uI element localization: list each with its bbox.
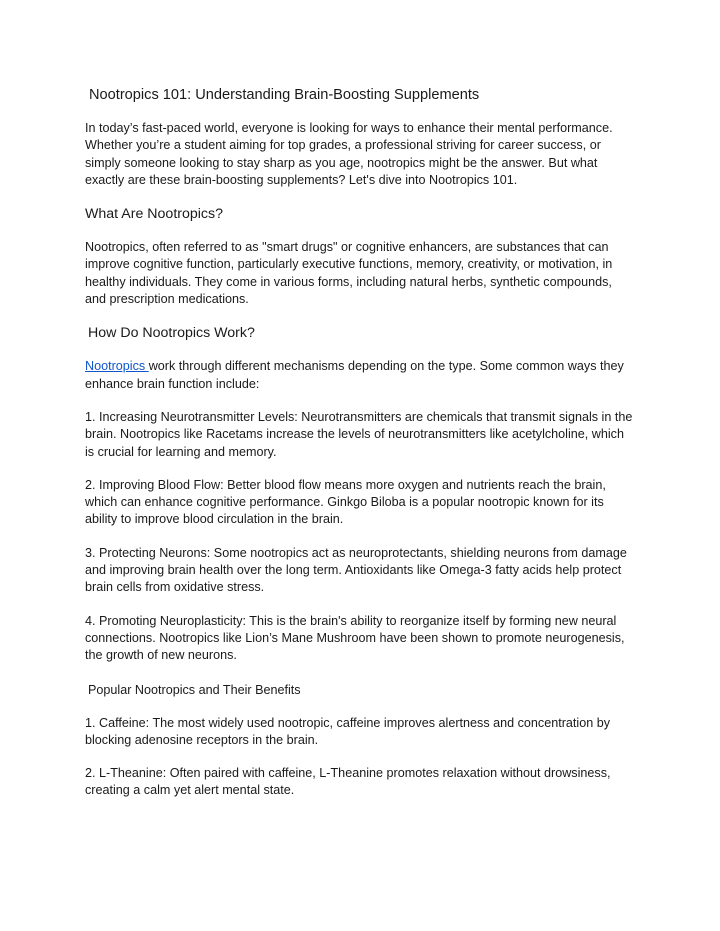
what-are-nootropics-heading: What Are Nootropics? bbox=[85, 206, 223, 223]
mechanism-item: 4. Promoting Neuroplasticity: This is the brain's ability to reorganize itself by forming new neural connections. Nootropics like Lion’s Mane Mushroom have been shown to promote neurogenesis, the growth of new neurons. bbox=[85, 613, 625, 663]
how-paragraph-text: work through different mechanisms depending on the type. Some common ways they enhance brain function include: bbox=[85, 359, 624, 391]
intro-paragraph: In today’s fast-paced world, everyone is looking for ways to enhance their mental performance. Whether you’re a student aiming for top grades, a professional striving for career success, or simply someone looking to stay sharp as you age, nootropics might be the answer. But what exactly are these brain-boosting supplements? Let's dive into Nootropics 101. bbox=[85, 121, 613, 187]
how-paragraph bbox=[85, 358, 634, 393]
how-do-nootropics-work-heading: How Do Nootropics Work? bbox=[88, 325, 255, 342]
popular-item: 2. L-Theanine: Often paired with caffeine, L-Theanine promotes relaxation without drowsiness, creating a calm yet alert mental state. bbox=[85, 766, 611, 798]
mechanism-item: 1. Increasing Neurotransmitter Levels: Neurotransmitters are chemicals that transmit signals in the brain. Nootropics like Racetams increase the levels of neurotransmitters like acetylcholine, which is crucial for learning and memory. bbox=[85, 409, 633, 459]
mechanism-item: 2. Improving Blood Flow: Better blood flow means more oxygen and nutrients reach the brain, which can enhance cognitive performance. Ginkgo Biloba is a popular nootropic known for its ability to improve blood circulation in the brain. bbox=[85, 477, 606, 527]
mechanism-item: 3. Protecting Neurons: Some nootropics act as neuroprotectants, shielding neurons from damage and improving brain health over the long term. Antioxidants like Omega-3 fatty acids help protect brain cells from oxidative stress. bbox=[85, 545, 627, 595]
document-title: Nootropics 101: Understanding Brain-Boosting Supplements bbox=[89, 87, 480, 103]
popular-item: 1. Caffeine: The most widely used nootropic, caffeine improves alertness and concentration by blocking adenosine receptors in the brain. bbox=[85, 715, 611, 747]
popular-nootropics-heading: Popular Nootropics and Their Benefits bbox=[88, 682, 301, 697]
what-are-nootropics-paragraph: Nootropics, often referred to as "smart drugs" or cognitive enhancers, are substances that can improve cognitive function, particularly executive functions, memory, creativity, or motivation, in healthy individuals. They come in various forms, including natural herbs, synthetic compounds, and prescription medications. bbox=[85, 240, 613, 307]
nootropics-link[interactable]: Nootropics bbox=[85, 359, 149, 374]
